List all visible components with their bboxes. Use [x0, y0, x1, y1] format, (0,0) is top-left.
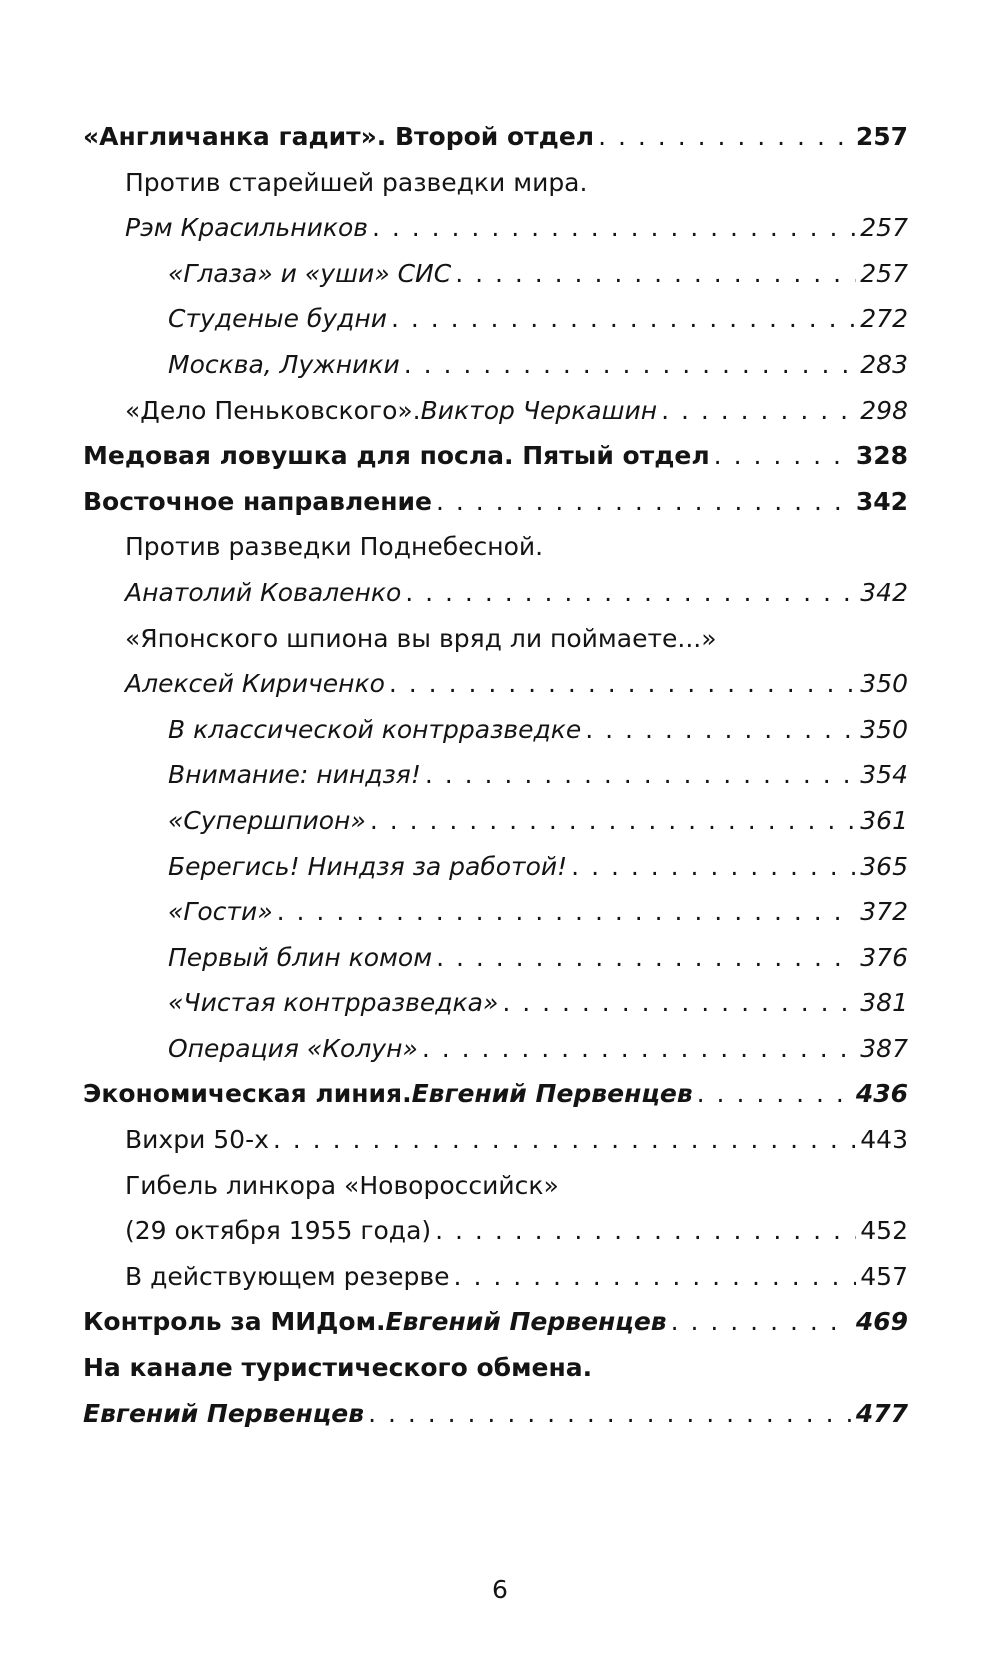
- toc-entry: [83, 1399, 908, 1445]
- toc-page-number: 381: [860, 988, 908, 1018]
- toc-entry: [83, 441, 908, 487]
- toc-page-number: 354: [860, 760, 908, 790]
- toc-entry-title: «Чистая контрразведка»: [168, 988, 499, 1018]
- toc-entry-title: Виктор Черкашин: [420, 395, 658, 425]
- toc-entry: [83, 396, 908, 442]
- dot-leader: [277, 897, 856, 926]
- toc-entry-title: Евгений Первенцев: [83, 1398, 365, 1428]
- toc-page-number: 443: [860, 1125, 908, 1155]
- toc-entry-title: Медовая ловушка для посла. Пятый отдел: [83, 441, 710, 471]
- toc-entry-title: Гибель линкора «Новороссийск»: [125, 1170, 559, 1200]
- toc-page-number: 387: [860, 1033, 908, 1063]
- toc-entry-title: Берегись! Ниндзя за работой!: [168, 851, 568, 881]
- toc-entry-title: На канале туристического обмена.: [83, 1353, 593, 1383]
- dot-leader: [502, 988, 856, 1017]
- toc-page-number: 477: [855, 1398, 908, 1428]
- dot-leader: [598, 122, 852, 151]
- dot-leader: [425, 760, 856, 789]
- toc-entry: [83, 988, 908, 1034]
- toc-entry-title: Восточное направление: [83, 486, 432, 516]
- toc-page-number: 272: [860, 304, 908, 334]
- toc-entry: [83, 1079, 908, 1125]
- toc-entry: [83, 1171, 908, 1217]
- toc-entry-title: «Англичанка гадит». Второй отдел: [83, 122, 595, 151]
- dot-leader: [422, 1034, 856, 1063]
- toc-entry: [83, 1262, 908, 1308]
- dot-leader: [454, 1262, 856, 1291]
- dot-leader: [370, 806, 856, 835]
- toc-entry: [83, 1034, 908, 1080]
- toc-entry-title: «Глаза» и «уши» СИС: [168, 258, 452, 288]
- page-number: 6: [492, 1575, 508, 1604]
- toc-entry: [83, 532, 908, 578]
- toc-entry-title: Москва, Лужники: [168, 349, 400, 379]
- toc-entry: [83, 1216, 908, 1262]
- toc-entry-title: «Гости»: [168, 897, 273, 927]
- toc-entry-title: В действующем резерве: [125, 1261, 450, 1291]
- toc-entry-title: «Японского шпиона вы вряд ли поймаете...»: [125, 623, 717, 653]
- toc-entry-title: «Супершпион»: [168, 805, 366, 835]
- toc-page-number: 342: [860, 577, 908, 607]
- toc-entry: [83, 304, 908, 350]
- toc-page-number: 283: [860, 349, 908, 379]
- dot-leader: [372, 213, 856, 242]
- toc-entry-title: (29 октября 1955 года): [125, 1216, 432, 1246]
- dot-leader: [661, 396, 856, 425]
- dot-leader: [455, 259, 856, 288]
- toc-page-number: 452: [860, 1216, 908, 1246]
- toc-entry: [83, 943, 908, 989]
- dot-leader: [273, 1125, 856, 1154]
- toc-entry: [83, 578, 908, 624]
- table-of-contents: [83, 122, 908, 1444]
- toc-entry-title: Евгений Первенцев: [385, 1307, 667, 1337]
- toc-entry: [83, 760, 908, 806]
- toc-page-number: 328: [855, 441, 908, 471]
- toc-entry-title: Вихри 50-х: [125, 1125, 269, 1155]
- toc-entry: [83, 1353, 908, 1399]
- toc-page-number: 298: [860, 395, 908, 425]
- toc-page-number: 457: [860, 1261, 908, 1291]
- dot-leader: [571, 852, 856, 881]
- toc-entry: [83, 1307, 908, 1353]
- dot-leader: [391, 304, 856, 333]
- toc-entry-title: Студеные будни: [168, 304, 387, 334]
- toc-entry: [83, 168, 908, 214]
- toc-entry-title: Экономическая линия.: [83, 1079, 412, 1109]
- toc-entry-title: Операция «Колун»: [168, 1033, 418, 1063]
- toc-entry-title: Внимание: ниндзя!: [168, 760, 421, 790]
- dot-leader: [671, 1307, 852, 1336]
- dot-leader: [389, 669, 856, 698]
- toc-entry-title: Против старейшей разведки мира.: [125, 167, 588, 197]
- toc-entry-title: Контроль за МИДом.: [83, 1307, 386, 1337]
- toc-page-number: 342: [855, 486, 908, 516]
- toc-page-number: 372: [860, 897, 908, 927]
- toc-entry-title: В классической контрразведке: [168, 714, 582, 744]
- dot-leader: [404, 350, 856, 379]
- toc-entry-title: Алексей Кириченко: [125, 669, 385, 699]
- toc-entry: [83, 715, 908, 761]
- dot-leader: [714, 441, 852, 470]
- toc-entry-title: Анатолий Коваленко: [125, 577, 402, 607]
- toc-page-number: 436: [855, 1079, 908, 1109]
- toc-entry: [83, 122, 908, 168]
- toc-entry: [83, 1125, 908, 1171]
- toc-entry: [83, 669, 908, 715]
- dot-leader: [585, 715, 856, 744]
- toc-entry: [83, 487, 908, 533]
- toc-page-number: 257: [855, 122, 908, 151]
- toc-entry: [83, 350, 908, 396]
- toc-page-number: 469: [855, 1307, 908, 1337]
- dot-leader: [435, 1216, 856, 1245]
- toc-page-number: 376: [860, 942, 908, 972]
- toc-entry: [83, 852, 908, 898]
- toc-entry: [83, 213, 908, 259]
- toc-page-number: 257: [860, 258, 908, 288]
- toc-entry-title: Против разведки Поднебесной.: [125, 532, 544, 562]
- toc-entry-title: Евгений Первенцев: [411, 1079, 693, 1109]
- dot-leader: [697, 1079, 852, 1108]
- toc-entry-title: Рэм Красильников: [125, 213, 368, 243]
- toc-entry: [83, 897, 908, 943]
- toc-page-number: 257: [860, 213, 908, 243]
- toc-entry: [83, 806, 908, 852]
- toc-page-number: 361: [860, 805, 908, 835]
- toc-entry: [83, 624, 908, 670]
- toc-page-number: 365: [860, 851, 908, 881]
- dot-leader: [368, 1399, 852, 1428]
- toc-page-number: 350: [860, 669, 908, 699]
- toc-entry: [83, 259, 908, 305]
- toc-entry-title: «Дело Пеньковского».: [125, 395, 421, 425]
- dot-leader: [436, 487, 852, 516]
- toc-entry-title: Первый блин комом: [168, 942, 433, 972]
- toc-page-number: 350: [860, 714, 908, 744]
- dot-leader: [405, 578, 856, 607]
- dot-leader: [436, 943, 856, 972]
